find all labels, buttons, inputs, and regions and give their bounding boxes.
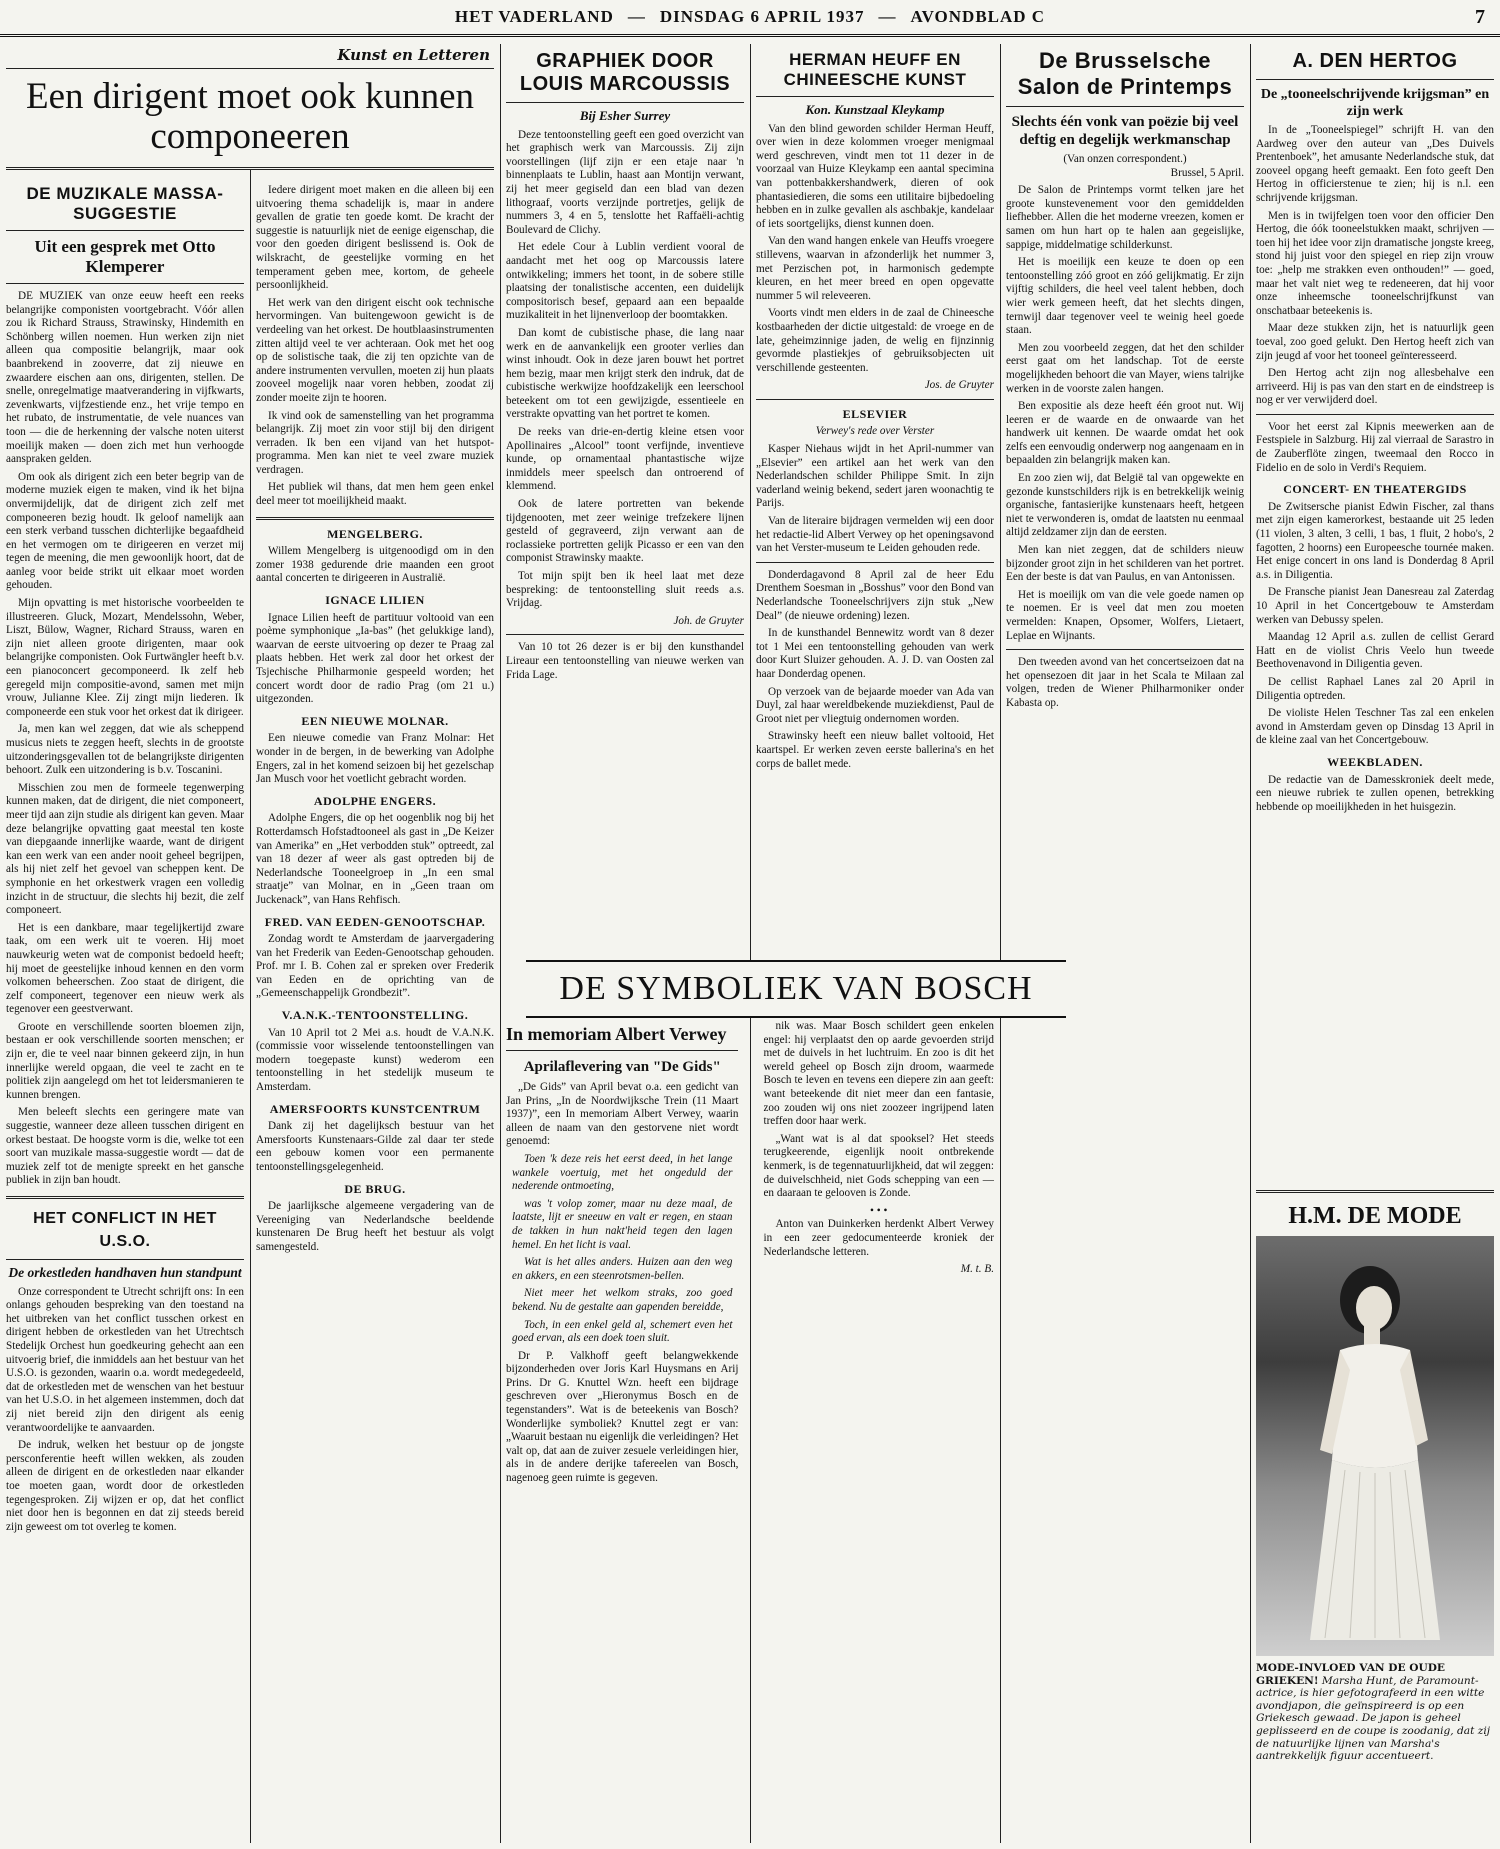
paragraph: Een nieuwe comedie van Franz Molnar: Het wonder in de bergen, in de bewerking van Adolphe Engers, zal in het komend seizoen bij het gezelschap Jan Musch voor het voetlicht gebracht worden. bbox=[256, 732, 494, 786]
paragraph: Van 10 tot 26 dezer is er bij den kunsthandel Lireaur een tentoonstelling van nieuwe werken van Frida Lage. bbox=[506, 641, 744, 681]
signature: Joh. de Gruyter bbox=[673, 614, 744, 627]
paragraph: Misschien zou men de formeele tegenwerping kunnen maken, dat de dirigent, die niet componeert, meer tijd aan zijn studie als dirigent kan geven. Maar deze belangrijke opvatting gaat meestal ten koste van diepgaande innerlijke waarde, want de dirigent kan een werk van een ander nooit geheel begrijpen, als hij niet zelf het gevoel van scheppen kent. De symphonie en het orkestwerk vragen een volledig inzicht in de structuur, die slechts hij bezit, die zelf componeert. bbox=[6, 781, 244, 917]
paragraph: Men is in twijfelgen toen voor den officier Den Hertog, die óók tooneelstukken maakt, schrijven — toen hij het idee voor zijn dramatische jongste kreeg, stond hij juist voor den spiegel en riep zijn vrouw toe: „help me strakken even onthouden!” — goed, maar het valt niet weg te redeneeren, dat hij voor onze inheemsche tooneelschrijfkunst van onschatbaar beteekenis is. bbox=[1256, 209, 1494, 317]
dateline: Brussel, 5 April. bbox=[1170, 166, 1244, 179]
fashion-block bbox=[1256, 1190, 1494, 1843]
paragraph: Kasper Niehaus wijdt in het April-nummer van „Elsevier” een artikel aan het werk van den Nederlandschen schilder Philippe Smit. In zijn vaderland weinig bekend, sedert jaren woonachtig te Parijs. bbox=[756, 443, 994, 510]
signature: M. t. B. bbox=[960, 1263, 994, 1276]
subhead-engers: ADOLPHE ENGERS. bbox=[313, 793, 437, 808]
headline-mode: H.M. DE MODE bbox=[1288, 1203, 1462, 1229]
paragraph: Op verzoek van de bejaarde moeder van Ada van Duyl, zal haar wereldbekende muziekdienst, Paul de Groot niet per vliegtuig ondernomen worden. bbox=[756, 685, 994, 725]
paragraph: Het is moeilijk een keuze te doen op een tentoonstelling zóó groot en zóó gelijkmatig. Er zijn vijftig schilders, die heel veel talent hebben, doch wier werk gemeen heeft, dat het slechts dingen, ternwijl daar tegenover veel te weinig heel goede staan. bbox=[1006, 256, 1244, 337]
paragraph: Het werk van den dirigent eischt ook technische hervormingen. Van buitengewoon gewicht is de verdeeling van het orkest. De houtblaasinstrumenten zitten altijd veel te ver achteraan. Ook met het oog op de solistische taak, die zij ten opzichte van de andere instrumenten vervullen, moeten zij hun plaats zooveel mogelijk naar voren hebben, zoodat zij zonder moeite zijn te hooren. bbox=[256, 296, 494, 404]
rubric-kunst: Kunst en Letteren bbox=[337, 46, 490, 64]
paragraph: In de „Tooneelspiegel” schrijft H. van den Aardweg over den auteur van „Des Duivels Prentenboek”, het amusante Nederlandsche stuk, dat zooveel opgang heeft gemaakt. Een foto geeft Den Hertog in officierstenue te zien; hij is n.l. een schrijvende krijgsman. bbox=[1256, 124, 1494, 204]
paragraph: Ik vind ook de samenstelling van het programma belangrijk. Zij moet zin voor stijl bij den dirigent verraden. Ik ben een vijand van het hutspot-programma. Men kan niet te veel zware muziek verdragen. bbox=[256, 409, 494, 476]
paragraph: De indruk, welken het bestuur op de jongste persconferentie heeft willen wekken, als zouden alleen de dirigent en de orkestleden naar elkander toe moeten gaan, wordt door de orkestleden tegengesproken. Zij wijzen er op, dat het conflict niet door hen is begonnen en dat zij steeds bereid zijn geweest om tot overleg te komen. bbox=[6, 1439, 244, 1533]
paragraph: Van de literaire bijdragen vermelden wij een door het redactie-lid Albert Verwey op het openingsavond van het Verster-museum te Leiden gehouden rede. bbox=[756, 515, 994, 555]
subhead-gids: Aprilaflevering van "De Gids" bbox=[523, 1059, 721, 1075]
paragraph: Ook de latere portretten van bekende tijdgenooten, met zeer weinige trefzekere lijnen gesteld of gegraveerd, zijn verwant aan de roclassieke portretten gelijk Picasso er een van den componist Strawinsky maakte. bbox=[506, 498, 744, 565]
paragraph: De cellist Raphael Lanes zal 20 April in Diligentia optreden. bbox=[1256, 675, 1494, 702]
headline-heuff: HERMAN HEUFF EN CHINEESCHE KUNST bbox=[783, 50, 967, 89]
column-rule bbox=[1250, 44, 1251, 1843]
paragraph: Voorts vindt men elders in de zaal de Chineesche kostbaarheden der dictie uitgestald: de vroege en de late, geheimzinnige jaden, de welig en fijnzinnig gevormde plastiekjes of gebruiksobjecten uit verschillende gesteenten. bbox=[756, 307, 994, 374]
masthead: HET VADERLAND — DINSDAG 6 APRIL 1937 — AVONDBLAD C 7 bbox=[0, 0, 1500, 37]
paragraph: Tot mijn spijt ben ik heel laat met deze bespreking: de tentoonstelling sluit reeds a.s. Vrijdag. bbox=[506, 570, 744, 610]
subhead-verwey: In memoriam Albert Verwey bbox=[506, 1024, 727, 1044]
headline-salon: De Brusselsche Salon de Printemps bbox=[1017, 48, 1233, 99]
subhead-mengelberg: MENGELBERG. bbox=[327, 526, 423, 541]
poem-stanza: was 't volop zomer, maar nu deze maal, de laatste, lijt er sneeuw en valt er regen, en staan de takken in hun nakt'heid tegen den lagen hemel. En het licht is vaal. bbox=[512, 1197, 733, 1251]
correspondent-note: (Van onzen correspondent.) bbox=[1063, 153, 1187, 165]
paragraph: Maar deze stukken zijn, het is natuurlijk geen toeval, zoo goed gelukt. Den Hertog heeft zich van zijn jeugd af voor het tooneel geïnteresseerd. bbox=[1256, 322, 1494, 362]
subhead-concert: CONCERT- EN THEATERGIDS bbox=[1283, 482, 1467, 497]
paragraph: Het publiek wil thans, dat men hem geen enkel deel meer tot moeilijkheid maakt. bbox=[256, 481, 494, 508]
paragraph: En zoo zien wij, dat België tal van opgewekte en gezonde kunstschilders rijk is en betrekkelijk weinig organische, fantasierijke kunstenaars heeft, hetgeen niet te verwonderen is, omdat de laatsten nu eenmaal altijd zeldzamer zijn dan de eersten. bbox=[1006, 472, 1244, 539]
paragraph: Van 10 April tot 2 Mei a.s. houdt de V.A.N.K. (commissie voor wisselende tentoonstellingen van modern toegepaste kunst) wederom een tentoonstelling in het stedelijk museum te Amsterdam. bbox=[256, 1026, 494, 1094]
paragraph: De Salon de Printemps vormt telken jare het groote kunstevenement voor den gemiddelden liefhebber. Allen die het moderne vreezen, komen er samen om hun hart op te halen aan gegeislijke, sappige, middelmatige schilderkunst. bbox=[1006, 184, 1244, 251]
paragraph: Zondag wordt te Amsterdam de jaarvergadering van het Frederik van Eeden-Genootschap gehouden. Prof. mr I. B. Cohen zal er spreken over Frederik van Eeden en de oprichting van de „Gemeenschappelijk Grondbezit”. bbox=[256, 933, 494, 1000]
paragraph: „Want wat is al dat spooksel? Het steeds terugkeerende, eigenlijk nooit ontbrekende kenmerk, is de tegennatuurlijkheid, dat wil zeggen: de duivelschheid, niet Gods schepping van een — en daaraan te gelooven is Zonde. bbox=[763, 1132, 994, 1200]
article-bosch: In memoriam Albert Verwey Aprilaflevering van "De Gids" „De Gids” van April bevat o.a. een gedicht van Jan Prins, „In de Noordwijksche Trein (11 Maart 1937)”, een In memoriam Albert Verwey, waarin alleen de naam van den gestorvene niet wordt genoemd: Toen 'k deze reis het eerst deed, in het lange wankele voertuig, met het ongeduld der nederende ontmoeting, was 't volop zomer, maar nu deze maal, de laatste, lijt er sneeuw en valt er regen, en staan de takken in hun nakt'heid tegen den lagen hemel. En het licht is vaal. Wat is het alles anders. Huizen aan den weg en akkers, en een steenrotsmen-bellen. Niet meer het welkom straks, zoo goed bekend. Nu de gestalte aan gapenden bereidde, Toch, in een enkel geld al, schemert even het goed ervan, als een doek toen sluit. Dr P. Valkhoff geeft belangwekkende bijzonderheden over Joris Karl Huysmans en Arij Prins. Dr G. Knuttel Wzn. heeft een bijdrage geschreven over „Hieronymus Bosch en de tegenstanders”. Wat is de beteekenis van Bosch? Wonderlijke symboliek? Knuttel zegt er van: „Waaruit bestaan nu eigenlijk die verleidingen? Het valt op, dat aan de zuiver zesuele verleidingen hier, als in de andere derijke tafereelen van Bosch, nagenoeg geen ruimte is gegeven. nik was. Maar Bosch schildert geen enkelen engel: hij verplaatst den op aarde gevoerden strijd met de duivels in het luchtruim. En zoo is dit het wereld geheel op Bosch zijn droom, waarmede Bosch te leven en tevens een diepere zin aan geeft: want beteekende dit niet meer dan een fantasie, zoo zouden wij ons niet zoozeer ingrijpend laten treffen door haar werk. „Want wat is al dat spooksel? Het steeds terugkeerende, eigenlijk nooit ontbrekende kenmerk, is de tegennatuurlijkheid, dat wil zeggen: de duivelschheid, niet Gods schepping van een — en daaraan te gelooven is Zonde. • • • Anton van Duinkerken herdenkt Albert Verwey in een zeer gedocumenteerde kroniek der Nederlandsche letteren. M. t. B. bbox=[506, 1020, 994, 1843]
paragraph: Anton van Duinkerken herdenkt Albert Verwey in een zeer gedocumenteerde kroniek der Nederlandsche letteren. bbox=[763, 1218, 994, 1258]
woman-figure-icon bbox=[1300, 1260, 1450, 1640]
caption-text: Marsha Hunt, de Paramount-actrice, is hier gefotografeerd in een witte avondjapon, die geïnspireerd is op een Griekesch gewaad. De japon is geheel geplisseerd en de coupe is zoodanig, dat zij de natuurlijke lijnen van Marsha's aantrekkelijk figuur accentueert. bbox=[1256, 1674, 1490, 1763]
column-1 bbox=[6, 44, 244, 1843]
paragraph: Men beleeft slechts een geringere mate van suggestie, wanneer deze alleen tusschen dirigent en orkest bestaat. De hoogste vorm is die, welke tot een soort van muzikale massa-suggestie wordt — dat de muziek zelf tot de menigte spreekt en het gansche publiek in zijn ban houdt. bbox=[6, 1106, 244, 1187]
headline-dirigent: Een dirigent moet ook kunnen componeeren bbox=[25, 76, 474, 157]
paragraph: Van den blind geworden schilder Herman Heuff, over wien in deze kolommen vroeger menigmaal werd geschreven, vindt men tot 11 dezer in de voorzaal van Huize Kleykamp een aantal specimina van pottenbakkershandwerk, dieren of ook phantasiedieren, die soms een utilitaire bijbedoeling hebben en in zulke gevallen als aschbakje, kandelaar of iets soortgelijks, dienst kunnen doen. bbox=[756, 122, 994, 230]
paragraph: Onze correspondent te Utrecht schrijft ons: In een onlangs gehouden bespreking van den toestand na het uitbreken van het conflict tusschen orkest en dirigent hebben de orkestleden van het Utrechtsch Stedelijk Orchest hun goedkeuring gehecht aan een uitvoerig brief, die inmiddels aan het bestuur van het U.S.O. is gezonden, waarin o.a. wordt medegedeeld, dat de orkestleden met de wenschen van het bestuur van het U.S.O. in het algemeen instemmen, doch dat zij niet bereid zijn den dirigent als eenig verantwoordelijke te aanvaarden. bbox=[6, 1285, 244, 1434]
paragraph: In de kunsthandel Bennewitz wordt van 8 dezer tot 1 Mei een tentoonstelling gehouden van werk door Kurt Sluizer gehouden. A. J. D. van Oosten zal haar Donderdag openen. bbox=[756, 627, 994, 680]
photo-caption bbox=[1256, 1662, 1494, 1763]
paragraph: Om ook als dirigent zich een beter begrip van de moderne muziek eigen te maken, vind ik het bijna onvermijdelijk, dat de dirigent zich zelf met componeeren bezig houdt. Ik geloof namelijk aan een sterk verband tusschen dichterlijke begaafdheid en het vermogen om te dirigeeren en verzet mij tegen de meening, die men gewoonlijk hoort, dat de aanleg voor beide strikt uit elkaar moet worden gehouden. bbox=[6, 470, 244, 592]
paragraph: De jaarlijksche algemeene vergadering van de Vereeniging van Nederlandsche beeldende kunstenaren De Brug heeft het bestuur als volgt samengesteld. bbox=[256, 1200, 494, 1253]
poem-stanza: Toch, in een enkel geld al, schemert even het goed ervan, als een doek toen sluit. bbox=[512, 1318, 733, 1345]
subhead-verwey-rede: Verwey's rede over Verster bbox=[815, 425, 935, 438]
paragraph: Het is moeilijk om van die vele goede namen op te noemen. Er is veel dat men zou moeten vermelden: Knapen, Opsomer, Wolfers, Lietaert, Leplae en Wijnants. bbox=[1006, 588, 1244, 642]
subhead-weekbladen: WEEKBLADEN. bbox=[1327, 754, 1423, 769]
subhead-vonk: Slechts één vonk van poëzie bij veel deftig en degelijk werkmanschap bbox=[1011, 114, 1239, 148]
paragraph: Deze tentoonstelling geeft een goed overzicht van het graphisch werk van Marcoussis. Zij zijn voorstellingen (lijf zijn er een etaje naar 'n binnenplaats te Lublin, haast aan Montijn verwant, zij het meer gegiseld dan een blad van dezen lithograaf, voorts verzijnde portretjes, gelijk de nummers 3, 4 en 5, tenslotte het Raffaëli-achtig Boulevard de Clichy. bbox=[506, 128, 744, 236]
subhead-krijgsman: De „tooneelschrijvende krijgsman” en zijn werk bbox=[1260, 87, 1490, 119]
paragraph: De Fransche pianist Jean Danesreau zal Zaterdag 10 April in het Concertgebouw te Amsterdam werken van Debussy spelen. bbox=[1256, 586, 1494, 626]
subhead-brug: DE BRUG. bbox=[344, 1181, 406, 1196]
paragraph: Het edele Cour à Lublin verdient vooral de aandacht met het oog op Marcoussis latere ontwikkeling; immers het toont, in de sobere stille plaatsing der tonalistische accenten, een duidelijk compositorisch besef, gepaard aan een bepaalde muzikaliteit in het lijnenverloop der boomtakken. bbox=[506, 241, 744, 322]
column-rule bbox=[500, 44, 501, 1843]
subhead-gesprek: Uit een gesprek met Otto Klemperer bbox=[34, 237, 216, 276]
poem-stanza: Wat is het alles anders. Huizen aan den weg en akkers, en een steenrotsmen-bellen. bbox=[512, 1256, 733, 1282]
subhead-eeden: FRED. VAN EEDEN-GENOOTSCHAP. bbox=[264, 914, 486, 929]
poem-stanza: Toen 'k deze reis het eerst deed, in het lange wankele voertuig, met het ongeduld der nederende ontmoeting, bbox=[512, 1152, 733, 1193]
paragraph: Men zou voorbeeld zeggen, dat het den schilder eerst gaat om het landschap. Tot de eerste mogelijkheden behoort die van Mayer, wiens talrijke werken in de voorste zalen hangen. bbox=[1006, 341, 1244, 395]
paragraph: Men kan niet zeggen, dat de schilders nieuw bijzonder groot zijn in het schilderen van het portret. Een der beste is dat van Paulus, en van Antonissen. bbox=[1006, 544, 1244, 584]
article-klemperer bbox=[6, 290, 244, 1188]
column-rule bbox=[250, 44, 251, 1843]
paragraph: Den Hertog acht zijn nog allesbehalve een arriveerd. Hij is pas van den start en de eindstreep is nog er ver verwijderd doel. bbox=[1256, 367, 1494, 407]
paragraph: Donderdagavond 8 April zal de heer Edu Drenthem Soesman in „Bosshus” voor den Bond van Nederlandsche Tooneelschrijvers zijn stuk „New Deal” (de nieuwe ordening) lezen. bbox=[756, 568, 994, 622]
paragraph: Voor het eerst zal Kipnis meewerken aan de Festspiele in Salzburg. Hij zal vierraal de Sarastro in de Zauberflöte zingen, tweemaal den Rocco in Fidelio en de solo in Verdi's Requiem. bbox=[1256, 420, 1494, 474]
column-2 bbox=[256, 44, 494, 1843]
paragraph: Groote en verschillende soorten bloemen zijn, bestaan er ook verschillende soorten menschen; er zijn er, die te veel naar binnen gekeerd zijn, in hun innerlijke wereld opgaan, die veel te zacht en te politiek zijn aangelegd om het tot leidersmanieren te kunnen brengen. bbox=[6, 1020, 244, 1101]
paragraph: Willem Mengelberg is uitgenoodigd om in den zomer 1938 gedurende drie maanden een groot aantal concerten te dirigeeren in Australië. bbox=[256, 545, 494, 585]
paragraph: nik was. Maar Bosch schildert geen enkelen engel: hij verplaatst den op aarde gevoerden strijd met de duivels in het luchtruim. En zoo is dit het wereld geheel op Bosch zijn droom, waarmede Bosch te leven en tevens een diepere zin aan geeft: want beteekende dit niet meer dan een fantasie, zoo zouden wij ons niet zoozeer ingrijpend laten treffen door haar werk. bbox=[763, 1020, 994, 1128]
paragraph: Ignace Lilien heeft de partituur voltooid van een poème symphonique „Ia-bas” (het gelukkige land), waarvan de eerste uitvoering op dezer te Praag zal plaats hebben. Het werk zal door het orkest der Tsjechische Philharmonie gespeeld worden; het concert wordt door de radio Prag (om 21 u.) uitgezonden. bbox=[256, 611, 494, 706]
masthead-date: DINSDAG 6 APRIL 1937 bbox=[659, 7, 865, 26]
page-number: 7 bbox=[1475, 6, 1486, 28]
column-5 bbox=[1006, 44, 1244, 1843]
paragraph: Dr P. Valkhoff geeft belangwekkende bijzonderheden over Joris Karl Huysmans en Arij Prins. Dr G. Knuttel Wzn. heeft een bijdrage geschreven over „Hieronymus Bosch en de tegenstanders”. Wat is de beteekenis van Bosch? Wonderlijke symboliek? Knuttel zegt er van: „Waaruit bestaan nu eigenlijk die verleidingen? Het valt op, dat aan de zuiver zesuele verleidingen hier, als in de andere derijke tafereelen van Bosch, nagenoeg geen ruimte is gegeven. bbox=[506, 1349, 739, 1485]
paragraph: Van den wand hangen enkele van Heuffs vroegere stillevens, waarvan in afzonderlijk het nummer 3, met Perzischen pot, in harmonisch gedempte kleuren, en het meer breed en open opgevatte nummer 5 wil releveeren. bbox=[756, 235, 994, 302]
paragraph: Dan komt de cubistische phase, die lang naar werk en de aanvankelijk een grooter verlies dan winst inhoudt. Ook in deze jaren bouwt het portret hem bezig, maar men krijgt sterk den indruk, dat de cubistische werkwijze hoofdzakelijk een leerschool beteekent om tot een gewijzigde, essentieele en verstrakte opvatting van het portret te komen. bbox=[506, 326, 744, 421]
paragraph: „De Gids” van April bevat o.a. een gedicht van Jan Prins, „In de Noordwijksche Trein (11 Maart 1937)”, een In memoriam Albert Verwey, waarin alleen de naam van den gestorvene niet wordt genoemd: bbox=[506, 1081, 739, 1148]
headline-conflict: HET CONFLICT IN HET U.S.O. bbox=[33, 1210, 217, 1250]
byline-marcoussis: Bij Esher Surrey bbox=[579, 108, 671, 123]
paragraph: Ben expositie als deze heeft één groot nut. Wij leeren er de waarde en de onwaarde van het handwerk uit kennen. De waarde omdat het ook zelfs een eenvoudig onderwerp nog aangenaam en in bepaalden zin belangrijk maken kan. bbox=[1006, 400, 1244, 467]
subhead-massa: DE MUZIKALE MASSA-SUGGESTIE bbox=[26, 184, 224, 223]
paragraph: DE MUZIEK van onze eeuw heeft een reeks belangrijke componisten voortgebracht. Vóór allen zou ik Richard Strauss, Strawinsky, Hindemith en Schönberg willen noemen. Hun werken zijn niet alleen qua compositie belangrijk, maar ook baanbrekend in zooverre, dat zij nieuwe en zwaardere eischen aan ons, dirigenten, stellen. De snelle, onregelmatige maatverandering in vijfkwarts, zevenkwarts, vijfzestiende enz., het vrije tempo en het rubato, de instrumentatie, de vele nuances van toon — die de herkenning der valsche noten uiterst moeilijk maken — doen zich met hun verhoogde aanspraken gelden. bbox=[6, 290, 244, 466]
paragraph: Den tweeden avond van het concertseizoen dat na het opensezoen dit jaar in het Scala te Milaan zal volgen, treden de Wiener Philharmoniker onder Kabasta op. bbox=[1006, 656, 1244, 709]
fashion-photo bbox=[1256, 1236, 1494, 1656]
paragraph: Iedere dirigent moet maken en die alleen bij een uitvoering thema schadelijk is, maar in andere gevallen de gratie ten goede komt. De kracht der suggestie is natuurlijk niet de eenige eigenschap, die voor den goeden dirigent beslissend is. Ook de wilskracht, de geestelijke vorming en het temperament geben mee, kortom, de geheele persoonlijkheid. bbox=[256, 184, 494, 292]
paragraph: Maandag 12 April a.s. zullen de cellist Gerard Hatt en de violist Chris Veelo hun tweede Beethovenavond in Diligentia geven. bbox=[1256, 631, 1494, 671]
poem-stanza: Niet meer het welkom straks, zoo goed bekend. Nu de gestalte aan gapenden bereidde, bbox=[512, 1287, 733, 1313]
subhead-amersfoort: AMERSFOORTS KUNSTCENTRUM bbox=[269, 1101, 481, 1116]
subhead-vank: V.A.N.K.-TENTOONSTELLING. bbox=[281, 1008, 469, 1023]
subhead-elsevier: ELSEVIER bbox=[842, 406, 908, 421]
masthead-edition: AVONDBLAD C bbox=[910, 7, 1046, 26]
paragraph: Strawinsky heeft een nieuw ballet voltooid, Het kaartspel. Er werken zeven eerste ballerina's en het corps de ballet mede. bbox=[756, 730, 994, 770]
poem bbox=[506, 1153, 738, 1346]
subhead-conflict: De orkestleden handhaven hun standpunt bbox=[8, 1265, 242, 1280]
paragraph: Adolphe Engers, die op het oogenblik nog bij het Rotterdamsch Hofstadtooneel als gast in „De Keizer van Amerika” en „Het verbodden stuk” optreedt, zal van 18 dezer af weer als gast optreden bij de Nederlandsche Tooneelgroep in „In een smal straatje” van Molnar, en in „Geen traan om Juckenack”, van Hans Rehfisch. bbox=[256, 812, 494, 906]
headline-bosch: DE SYMBOLIEK VAN BOSCH bbox=[526, 960, 1066, 1018]
column-rule bbox=[1000, 44, 1001, 1843]
subhead-molnar: EEN NIEUWE MOLNAR. bbox=[301, 713, 449, 728]
paragraph: De redactie van de Damesskroniek deelt mede, een nieuwe rubriek te zullen openen, betrekking hebbende op moeilijkheden in het huisgezin. bbox=[1256, 773, 1494, 813]
paragraph: Ja, men kan wel zeggen, dat wie als scheppend musicus niets te zeggen heeft, slechts in de grootste uitzonderingsgevallen tot de belangrijkste dirigenten behoort. Zulk een uitzondering is b.v. Toscanini. bbox=[6, 723, 244, 777]
paragraph: De Zwitsersche pianist Edwin Fischer, zal thans met zijn eigen kamerorkest, bestaande uit 25 leden (11 violen, 3 alten, 3 celli, 1 bas, 1 fluit, 2 hobo's, 2 fagotten, 2 hoorns) een Europeesche tournée maken. Het enige concert in ons land is Donderdag 8 April a.s. in Diligentia. bbox=[1256, 500, 1494, 581]
signature: Jos. de Gruyter bbox=[924, 379, 994, 392]
byline-kleykamp: Kon. Kunstzaal Kleykamp bbox=[805, 102, 945, 117]
caption-title: MODE-INVLOED VAN DE OUDE GRIEKEN! bbox=[1256, 1662, 1445, 1687]
headline-den-hertog: A. DEN HERTOG bbox=[1292, 50, 1458, 72]
masthead-paper: HET VADERLAND bbox=[454, 7, 614, 26]
headline-block bbox=[6, 44, 494, 170]
paragraph: Dank zij het dagelijksch bestuur van het Amersfoorts Kunstenaars-Gilde zal daar ter stede een gebouw komen voor een permanente tentoonstellingsgelegenheid. bbox=[256, 1120, 494, 1173]
paragraph: Het is een dankbare, maar tegelijkertijd zware taak, om een werk uit te voeren. Hij moet nauwkeurig weten wat de componist bedoeld heeft; hij moet de geestelijke inhoud kennen en den vorm volkomen beheerschen. Zoo staat de dirigent, die zelf componeert, tegenover een nieuw werk als tegenover een geestverwant. bbox=[6, 921, 244, 1016]
paragraph: Mijn opvatting is met historische voorbeelden te illustreeren. Gluck, Mozart, Mendelssohn, Weber, Liszt, Bülow, Wagner, Richard Strauss, waren en zijn niet alleen groote dirigenten, maar ook belangrijke componisten. Ook Furtwängler heeft b.v. een pianoconcert gecomponeerd. Ik zelf heb geregeld mijn compositie-avond, samen met mijn vrouw, Julianne Klee. Zij zingt mijn liederen. Ik componeerde een stuk voor het orkest dat ik dirigeer. bbox=[6, 597, 244, 718]
paragraph: De reeks van drie-en-dertig kleine etsen voor Apollinaires „Alcool” toont verfijnde, inventieve kunde, op ornamentaal phantastische wijze inmiddels meer speelsch dan ontroerend of klemmend. bbox=[506, 426, 744, 493]
paragraph: De violiste Helen Teschner Tas zal een enkelen avond in Amsterdam geven op Dinsdag 13 April in de kleine zaal van het Concertgebouw. bbox=[1256, 707, 1494, 747]
headline-marcoussis: GRAPHIEK DOOR LOUIS MARCOUSSIS bbox=[519, 50, 731, 95]
subhead-lilien: IGNACE LILIEN bbox=[325, 593, 425, 608]
